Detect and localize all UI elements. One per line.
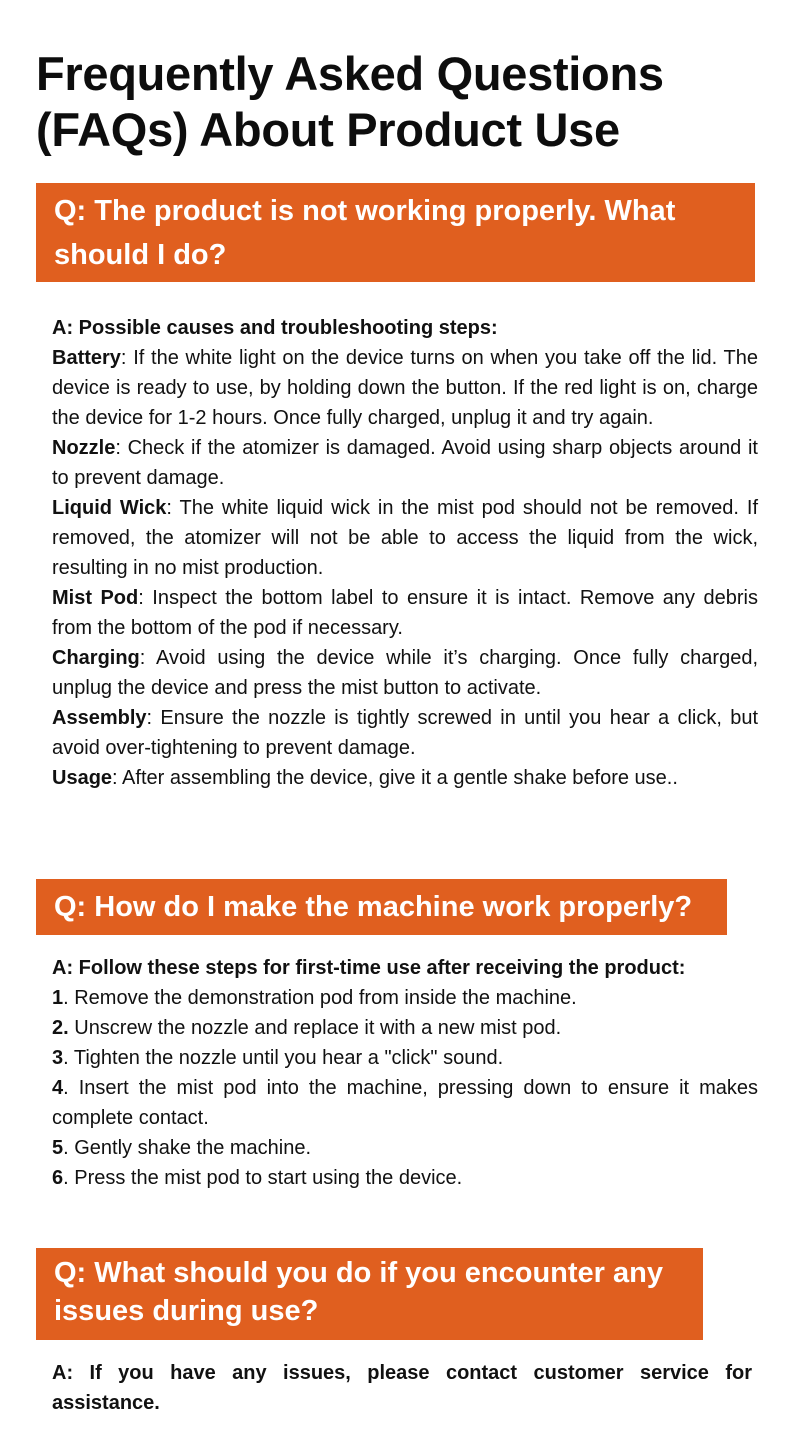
step-text: Unscrew the nozzle and replace it with a new mist pod. — [68, 1017, 562, 1039]
item-term: Battery — [52, 347, 121, 369]
step-item — [52, 983, 758, 1013]
answer-item-assembly — [52, 703, 758, 763]
step-item — [52, 1043, 758, 1073]
item-term: Assembly — [52, 707, 147, 729]
faq-answer — [52, 313, 758, 793]
item-term: Usage — [52, 767, 113, 789]
faq-question-banner: Q: The product is not working properly. What should I do? — [36, 183, 755, 282]
answer-item-charging — [52, 643, 758, 703]
item-text: : Avoid using the device while it’s charging. Once fully charged, unplug the device and press the mist button to activate. — [52, 647, 758, 699]
step-number: 1 — [52, 987, 64, 1009]
page-title: Frequently Asked Questions (FAQs) About Product Use — [36, 47, 664, 156]
step-text: . Insert the mist pod into the machine, pressing down to ensure it makes complete contact. — [52, 1077, 758, 1129]
answer-lead: A: Possible causes and troubleshooting steps: — [52, 317, 498, 339]
step-number: 5 — [52, 1137, 64, 1159]
step-text: . Press the mist pod to start using the device. — [63, 1167, 463, 1189]
item-text: : If the white light on the device turns on when you take off the lid. The device is ready to use, by holding down the button. If the red light is on, charge the device for 1-2 hours. Once fully charged, unplug it and try again. — [52, 347, 758, 429]
step-item — [52, 1163, 758, 1193]
step-number: 3 — [52, 1047, 64, 1069]
item-text: : After assembling the device, give it a gentle shake before use.. — [112, 767, 678, 789]
answer-lead: A: Follow these steps for first-time use after receiving the product: — [52, 957, 686, 979]
answer-item-nozzle — [52, 433, 758, 493]
item-text: : Inspect the bottom label to ensure it is intact. Remove any debris from the bottom of the pod if necessary. — [52, 587, 758, 639]
step-item — [52, 1013, 758, 1043]
step-number: 6 — [52, 1167, 64, 1189]
faq-question-banner: Q: What should you do if you encounter any issues during use? — [36, 1248, 703, 1340]
item-text: : The white liquid wick in the mist pod should not be removed. If removed, the atomizer will not be able to access the liquid from the wick, resulting in no mist production. — [52, 497, 758, 579]
faq-answer — [52, 953, 758, 1193]
answer-lead: A: If you have any issues, please contact customer service for assistance. — [52, 1362, 752, 1414]
step-item — [52, 1073, 758, 1133]
item-term: Nozzle — [52, 437, 116, 459]
step-number: 4 — [52, 1077, 64, 1099]
step-text: . Tighten the nozzle until you hear a "click" sound. — [63, 1047, 504, 1069]
step-text: . Remove the demonstration pod from inside the machine. — [63, 987, 577, 1009]
step-item — [52, 1133, 758, 1163]
item-text: : Ensure the nozzle is tightly screwed in until you hear a click, but avoid over-tightening to prevent damage. — [52, 707, 758, 759]
step-text: . Gently shake the machine. — [63, 1137, 312, 1159]
item-text: : Check if the atomizer is damaged. Avoid using sharp objects around it to prevent damage. — [52, 437, 758, 489]
item-term: Charging — [52, 647, 140, 669]
faq-question-banner: Q: How do I make the machine work properly? — [36, 879, 727, 935]
item-term: Liquid Wick — [52, 497, 167, 519]
faq-answer — [52, 1358, 752, 1418]
answer-item-liquid-wick — [52, 493, 758, 583]
answer-item-mist-pod — [52, 583, 758, 643]
answer-item-usage — [52, 763, 758, 793]
item-term: Mist Pod — [52, 587, 139, 609]
answer-item-battery — [52, 343, 758, 433]
step-number: 2. — [52, 1017, 69, 1039]
